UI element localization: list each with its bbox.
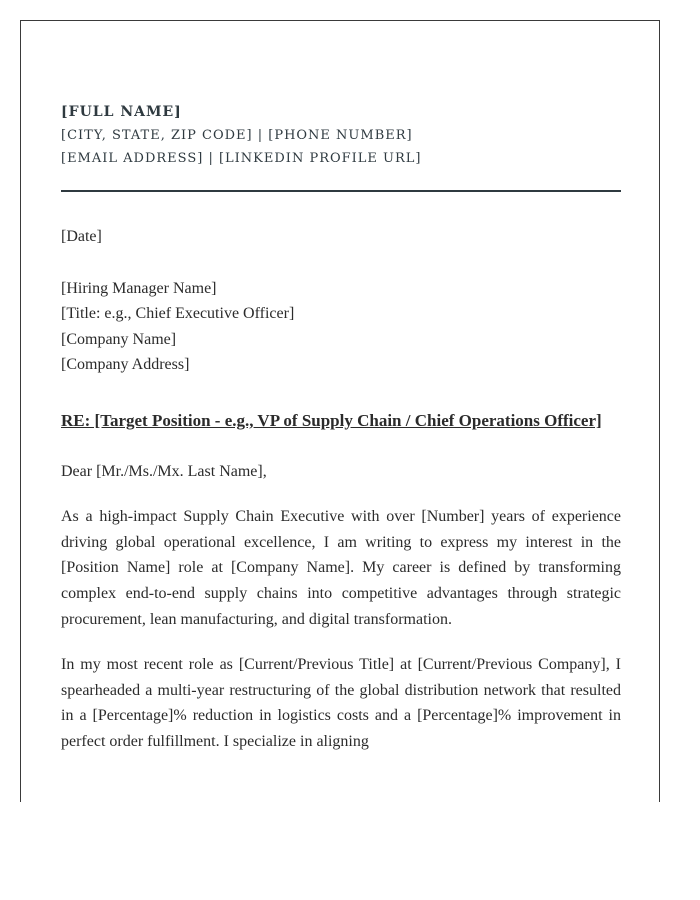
salutation: Dear [Mr./Ms./Mx. Last Name], <box>61 462 267 480</box>
full-name: [FULL NAME] <box>61 104 182 120</box>
recipient-address: [Company Address] <box>61 356 190 374</box>
body-paragraph: In my most recent role as [Current/Previous Title] at [Current/Previous Company], I spearheaded a multi-year restructuring of the global distribution network that resulted in a [Percentage]% reduction in logistics costs and a [Percentage]% improvement in perfect order fulfillment. I specialize in aligning <box>61 656 621 750</box>
letter-date: [Date] <box>61 228 102 245</box>
recipient-name: [Hiring Manager Name] <box>61 279 217 297</box>
body-paragraph: As a high-impact Supply Chain Executive with over [Number] years of experience driving global operational excellence, I am writing to express my interest in the [Position Name] role at [Company Name]. My career is defined by transforming complex end-to-end supply chains into competitive advantages through strategic procurement, lean manufacturing, and digital transformation. <box>61 508 621 628</box>
recipient-title: [Title: e.g., Chief Executive Officer] <box>61 305 295 323</box>
letterhead <box>61 101 621 170</box>
subject-line: RE: [Target Position - e.g., VP of Supply Chain / Chief Operations Officer] <box>61 410 602 430</box>
contact-line-address-phone: [CITY, STATE, ZIP CODE] | [PHONE NUMBER] <box>61 128 413 143</box>
contact-line-email-linkedin: [EMAIL ADDRESS] | [LINKEDIN PROFILE URL] <box>61 151 422 166</box>
recipient-block <box>61 276 621 378</box>
header-divider <box>61 190 621 192</box>
letter-content <box>61 101 621 755</box>
document-page <box>20 20 660 802</box>
recipient-company: [Company Name] <box>61 330 177 348</box>
